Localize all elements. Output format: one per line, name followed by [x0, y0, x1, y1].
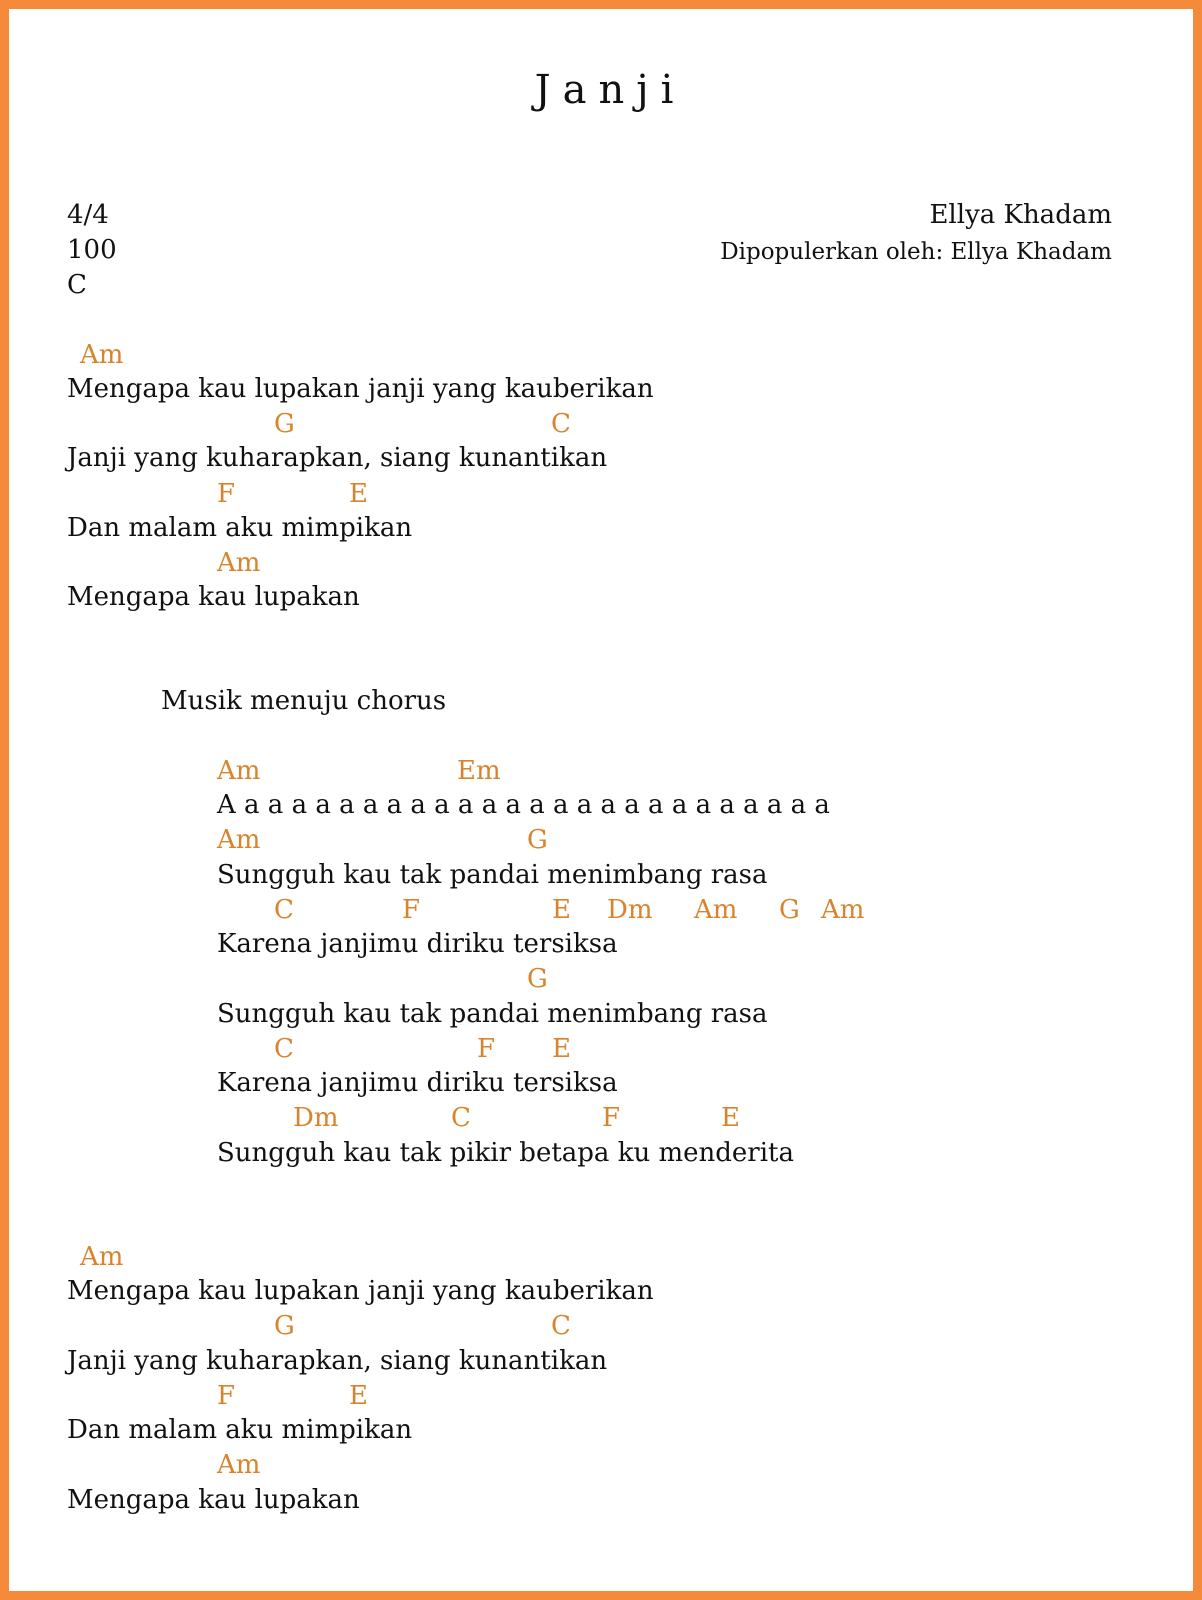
chord: G: [274, 1311, 295, 1341]
chord: Am: [694, 895, 738, 925]
chord: E: [349, 479, 368, 509]
lyric-line: Karena janjimu diriku tersiksa: [217, 1068, 618, 1098]
lyric-line: Sungguh kau tak pandai menimbang rasa: [217, 860, 768, 890]
chord: E: [552, 1034, 571, 1064]
tempo: 100: [67, 235, 117, 265]
lyric-line: Dan malam aku mimpikan: [67, 513, 413, 543]
chord: F: [402, 895, 421, 925]
chord: C: [551, 1311, 571, 1341]
chord: F: [602, 1103, 621, 1133]
chord: Em: [457, 756, 501, 786]
key: C: [67, 270, 87, 300]
chord: C: [551, 409, 571, 439]
lyric-line: Mengapa kau lupakan: [67, 1485, 360, 1515]
chord: F: [477, 1034, 496, 1064]
chord: E: [349, 1381, 368, 1411]
chord: Am: [821, 895, 865, 925]
lyric-line: Sungguh kau tak pikir betapa ku menderita: [217, 1138, 794, 1168]
lyric-line: Mengapa kau lupakan janji yang kauberikan: [67, 1276, 654, 1306]
lyric-line: Janji yang kuharapkan, siang kunantikan: [67, 443, 608, 473]
chord: Am: [217, 756, 261, 786]
chord: C: [274, 895, 294, 925]
composer: Ellya Khadam: [929, 200, 1112, 230]
chord: Am: [80, 340, 124, 370]
chord: G: [527, 964, 548, 994]
chord: F: [217, 479, 236, 509]
chord: E: [721, 1103, 740, 1133]
chord: G: [779, 895, 800, 925]
song-title: Janji: [534, 67, 686, 113]
chord: Am: [80, 1242, 124, 1272]
interlude-note: Musik menuju chorus: [161, 686, 447, 716]
lyric-line: Mengapa kau lupakan janji yang kauberikan: [67, 374, 654, 404]
lyric-line: Janji yang kuharapkan, siang kunantikan: [67, 1346, 608, 1376]
time-signature: 4/4: [67, 200, 109, 230]
lyric-line: Dan malam aku mimpikan: [67, 1415, 413, 1445]
chord: Dm: [293, 1103, 339, 1133]
chord: Am: [217, 548, 261, 578]
lyric-line: Karena janjimu diriku tersiksa: [217, 929, 618, 959]
popularized-by: Dipopulerkan oleh: Ellya Khadam: [720, 239, 1112, 265]
lyric-line: Sungguh kau tak pandai menimbang rasa: [217, 999, 768, 1029]
chord: Am: [217, 825, 261, 855]
lyric-line: Mengapa kau lupakan: [67, 582, 360, 612]
chord: G: [527, 825, 548, 855]
chord: G: [274, 409, 295, 439]
chord: E: [552, 895, 571, 925]
lyric-line: A a a a a a a a a a a a a a a a a a a a a a a a a a: [217, 790, 830, 820]
chord: C: [451, 1103, 471, 1133]
chord: C: [274, 1034, 294, 1064]
chord: Dm: [607, 895, 653, 925]
chord: Am: [217, 1450, 261, 1480]
chord: F: [217, 1381, 236, 1411]
